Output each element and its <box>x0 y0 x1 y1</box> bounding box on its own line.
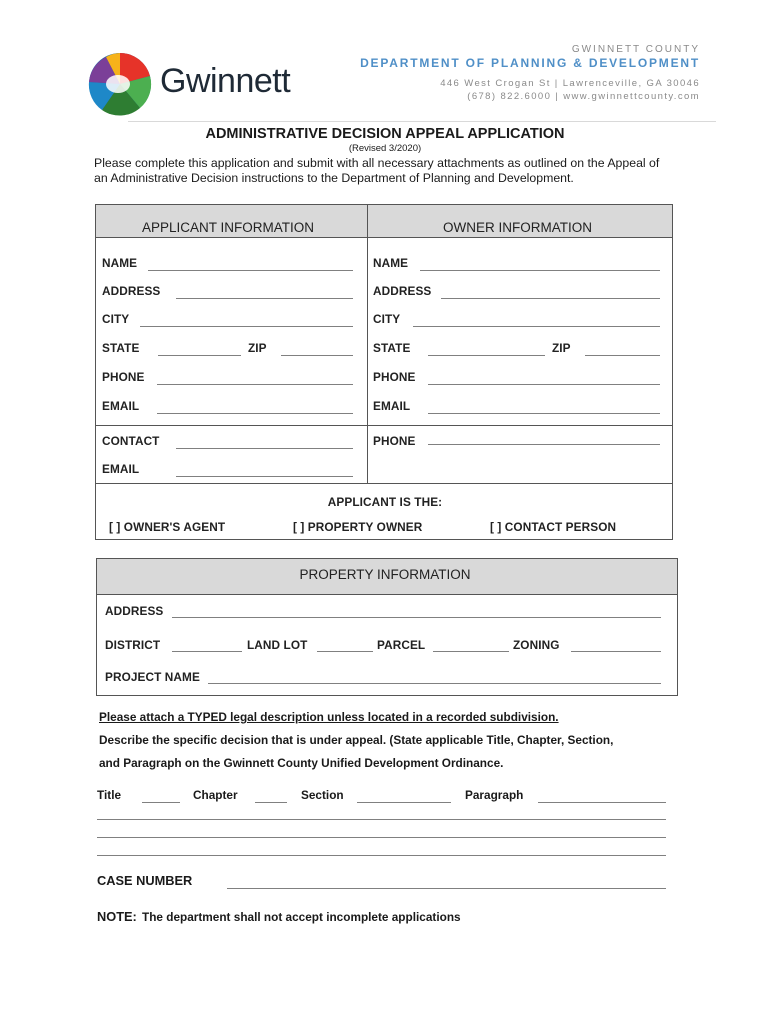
description-line-1[interactable] <box>97 819 666 820</box>
applicant-state-label: STATE <box>102 341 140 355</box>
paragraph-label: Paragraph <box>465 788 524 802</box>
case-number-label: CASE NUMBER <box>97 873 193 888</box>
contact-person-checkbox[interactable]: [ ] CONTACT PERSON <box>490 520 617 534</box>
contact-divider <box>96 425 672 426</box>
section-label: Section <box>301 788 344 802</box>
applicant-zip-label: ZIP <box>248 341 267 355</box>
describe-instruction-1: Describe the specific decision that is under appeal. (State applicable Title, Chapter, Section, <box>99 733 614 747</box>
zoning-field[interactable] <box>571 651 661 652</box>
owner-city-field[interactable] <box>413 326 660 327</box>
applicant-state-field[interactable] <box>158 355 241 356</box>
column-divider <box>367 205 368 483</box>
revision-note: (Revised 3/2020) <box>348 143 422 154</box>
department-address: 446 West Crogan St | Lawrenceville, GA 30046 <box>440 78 700 89</box>
owner-email-field[interactable] <box>428 413 660 414</box>
owner-heading: OWNER INFORMATION <box>443 220 592 235</box>
owner-email-label: EMAIL <box>373 399 411 413</box>
applicant-city-label: CITY <box>102 312 130 326</box>
applicant-zip-field[interactable] <box>281 355 353 356</box>
contact-email-field[interactable] <box>176 476 353 477</box>
gwinnett-logo-icon <box>88 52 152 116</box>
applicant-heading: APPLICANT INFORMATION <box>142 220 315 235</box>
owner-name-field[interactable] <box>420 270 660 271</box>
district-label: DISTRICT <box>105 638 161 652</box>
contact-email-label: EMAIL <box>102 462 140 476</box>
applicant-phone-field[interactable] <box>157 384 353 385</box>
contact-phone-field[interactable] <box>428 444 660 445</box>
department-contact: (678) 822.6000 | www.gwinnettcounty.com <box>467 91 700 102</box>
property-owner-checkbox[interactable]: [ ] PROPERTY OWNER <box>293 520 423 534</box>
logo-wordmark: Gwinnett <box>160 62 291 100</box>
applicant-email-field[interactable] <box>157 413 353 414</box>
applicant-is-label: APPLICANT IS THE: <box>327 495 443 509</box>
note-text: The department shall not accept incomplete applications <box>142 910 461 924</box>
zoning-label: ZONING <box>513 638 560 652</box>
description-line-2[interactable] <box>97 837 666 838</box>
chapter-label: Chapter <box>193 788 238 802</box>
applicant-city-field[interactable] <box>140 326 353 327</box>
department-name: DEPARTMENT OF PLANNING & DEVELOPMENT <box>360 56 700 70</box>
owner-phone-label: PHONE <box>373 370 416 384</box>
land-lot-label: LAND LOT <box>247 638 308 652</box>
paragraph-field[interactable] <box>538 802 666 803</box>
case-number-field[interactable] <box>227 888 666 889</box>
legal-description-note: Please attach a TYPED legal description unless located in a recorded subdivision. <box>99 710 559 724</box>
owner-phone-field[interactable] <box>428 384 660 385</box>
intro-text: Please complete this application and submit with all necessary attachments as outlined on the Appeal of an Administrative Decision instructions to the Department of Planning and Development. <box>94 156 660 185</box>
property-address-field[interactable] <box>172 617 661 618</box>
owner-address-label: ADDRESS <box>373 284 432 298</box>
contact-phone-label: PHONE <box>373 434 416 448</box>
owner-city-label: CITY <box>373 312 401 326</box>
applicant-email-label: EMAIL <box>102 399 140 413</box>
property-address-label: ADDRESS <box>105 604 164 618</box>
applicant-name-label: NAME <box>102 256 138 270</box>
county-name: GWINNETT COUNTY <box>571 44 700 55</box>
project-name-label: PROJECT NAME <box>105 670 200 684</box>
applicant-phone-label: PHONE <box>102 370 145 384</box>
chapter-field[interactable] <box>255 802 287 803</box>
applicant-is-divider <box>96 483 672 484</box>
header-divider <box>128 121 716 122</box>
owner-zip-label: ZIP <box>552 341 571 355</box>
title-label: Title <box>97 788 122 802</box>
owner-name-label: NAME <box>373 256 409 270</box>
district-field[interactable] <box>172 651 242 652</box>
section-field[interactable] <box>357 802 451 803</box>
title-field[interactable] <box>142 802 180 803</box>
land-lot-field[interactable] <box>317 651 373 652</box>
applicant-name-field[interactable] <box>148 270 353 271</box>
property-heading: PROPERTY INFORMATION <box>299 567 471 582</box>
form-title: ADMINISTRATIVE DECISION APPEAL APPLICATION <box>205 126 565 142</box>
owner-zip-field[interactable] <box>585 355 660 356</box>
parcel-label: PARCEL <box>377 638 426 652</box>
applicant-address-field[interactable] <box>176 298 353 299</box>
applicant-address-label: ADDRESS <box>102 284 161 298</box>
project-name-field[interactable] <box>208 683 661 684</box>
describe-instruction-2: and Paragraph on the Gwinnett County Unified Development Ordinance. <box>99 756 504 770</box>
parcel-field[interactable] <box>433 651 509 652</box>
owner-state-label: STATE <box>373 341 411 355</box>
contact-field[interactable] <box>176 448 353 449</box>
owner-address-field[interactable] <box>441 298 660 299</box>
note-label: NOTE: <box>97 909 137 924</box>
contact-label: CONTACT <box>102 434 160 448</box>
owner-state-field[interactable] <box>428 355 545 356</box>
owners-agent-checkbox[interactable]: [ ] OWNER'S AGENT <box>109 520 226 534</box>
description-line-3[interactable] <box>97 855 666 856</box>
